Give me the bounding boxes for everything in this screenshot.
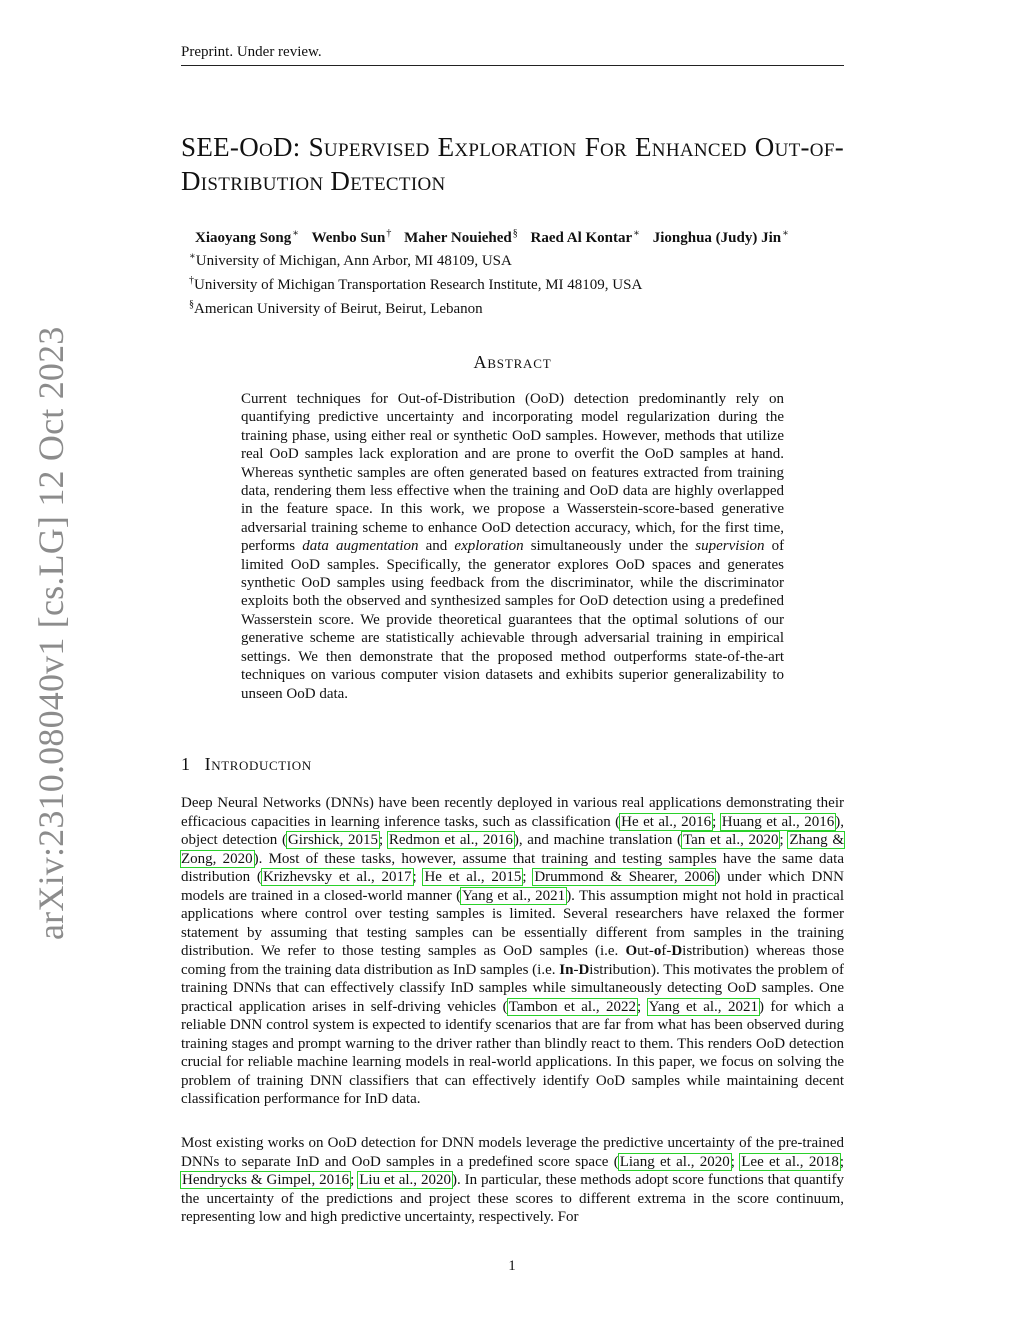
- author: Jionghua (Judy) Jin∗: [652, 228, 789, 246]
- intro-paragraph-2: Most existing works on OoD detection for DNN models leverage the predictive uncertainty of the pre-trained DNNs to separate InD and OoD samples in a predefined score space (Liang et al., 2020; Lee et al., 2018; Hendrycks & Gimpel, 2016; Liu et al., 2020). In particular, these methods adopt score functions that quantify the uncertainty of the predictions and project these scores to different extrema in the score continuum, representing low and high predictive uncertainty, respectively. For: [181, 1135, 844, 1225]
- citation-link[interactable]: He et al., 2016: [621, 813, 712, 830]
- citation-link[interactable]: Liang et al., 2020: [619, 1153, 730, 1170]
- author: Xiaoyang Song∗: [195, 228, 300, 246]
- affiliation-list: [189, 247, 642, 319]
- author: Raed Al Kontar∗: [530, 228, 640, 246]
- affiliation: †University of Michigan Transportation Research Institute, MI 48109, USA: [189, 275, 643, 293]
- citation-link[interactable]: Krizhevsky et al., 2017: [262, 869, 412, 885]
- section-heading-introduction: 1 Introduction: [181, 754, 312, 774]
- citation-link[interactable]: Zhang & Zong, 2020: [181, 832, 844, 867]
- author: Wenbo Sun†: [311, 228, 392, 246]
- abstract-heading: Abstract: [473, 352, 552, 372]
- citation-link[interactable]: Lee et al., 2018: [741, 1153, 839, 1170]
- arxiv-side-stamp: arXiv:2310.08040v1 [cs.LG] 12 Oct 2023: [31, 326, 71, 940]
- citation-link[interactable]: Yang et al., 2021: [648, 998, 758, 1015]
- running-header: Preprint. Under review.: [181, 44, 322, 60]
- citation-link[interactable]: Girshick, 2015: [287, 832, 379, 848]
- affiliation: ∗University of Michigan, Ann Arbor, MI 48109, USA: [189, 251, 512, 269]
- citation-link[interactable]: Hendrycks & Gimpel, 2016: [182, 1172, 350, 1188]
- citation-link[interactable]: Huang et al., 2016: [721, 813, 835, 830]
- paper-title: SEE-OoD: Supervised Exploration For Enhanced Out-of-Distribution Detection: [181, 132, 844, 196]
- citation-link[interactable]: Tan et al., 2020: [683, 832, 779, 848]
- citation-link[interactable]: Liu et al., 2020: [359, 1172, 451, 1188]
- author-list: [195, 228, 798, 247]
- header-divider: [181, 65, 844, 66]
- intro-paragraph-1: Deep Neural Networks (DNNs) have been recently deployed in various real applications demonstrating their efficacious capacities in learning inference tasks, such as classification (He et al., 2016; Huang et al., 2016), object detection (Girshick, 2015; Redmon et al., 2016), and machine translation (Tan et al., 2020; Zhang & Zong, 2020). Most of these tasks, however, assume that training and testing samples have the same data distribution (Krizhevsky et al., 2017; He et al., 2015; Drummond & Shearer, 2006) under which DNN models are trained in a closed-world manner (Yang et al., 2021). This assumption might not hold in practical applications where control over testing samples is limited. Several researchers have relaxed the former statement by assuming that testing samples can be essentially different from samples in the training distribution. We refer to those testing samples as OoD samples (i.e. Out-of-Distribution) whereas those coming from the training data distribution as InD samples (i.e. In-Distribution). This motivates the problem of training DNNs that can effectively classify InD samples while simultaneously detecting OoD samples. One practical application arises in self-driving vehicles (Tambon et al., 2022; Yang et al., 2021) for which a reliable DNN control system is expected to identify scenarios that are far from what has been observed during training stages and prompt warning to the driver rather than blindly react to them. This renders OoD detection crucial for reliable machine learning models in real-world applications. In this paper, we focus on solving the problem of training DNN classifiers that can effectively identify OoD samples while maintaining decent classification performance for InD data.: [181, 795, 845, 1107]
- author: Maher Nouiehed§: [404, 228, 518, 246]
- citation-link[interactable]: He et al., 2015: [424, 869, 522, 885]
- citation-link[interactable]: Yang et al., 2021: [462, 887, 566, 904]
- citation-link[interactable]: Drummond & Shearer, 2006: [534, 869, 715, 885]
- citation-link[interactable]: Tambon et al., 2022: [508, 998, 637, 1015]
- citation-link[interactable]: Redmon et al., 2016: [388, 832, 513, 848]
- affiliation: §American University of Beirut, Beirut, Lebanon: [189, 299, 483, 317]
- abstract-body: Current techniques for Out-of-Distribution (OoD) detection predominantly rely on quantifying predictive uncertainty and incorporating model regularization during the training phase, using either real or synthetic OoD samples. However, methods that utilize real OoD samples lack exploration and are prone to overfit the OoD samples at hand. Whereas synthetic samples are often generated based on features extracted from training data, rendering them less effective when the training and OoD data are highly overlapped in the feature space. In this work, we propose a Wasserstein-score-based generative adversarial training scheme to enhance OoD detection accuracy, which, for the first time, performs data augmentation and exploration simultaneously under the supervision of limited OoD samples. Specifically, the generator explores OoD spaces and generates synthetic OoD samples using feedback from the discriminator, while the discriminator exploits both the observed and synthesized samples for OoD detection using a predefined Wasserstein score. We provide theoretical guarantees that the optimal solutions of our generative scheme are statistically achievable through adversarial training in empirical settings. We then demonstrate that the proposed method outperforms state-of-the-art techniques on various computer vision datasets and exhibits superior generalizability to unseen OoD data.: [241, 391, 785, 702]
- page-number: 1: [508, 1258, 516, 1274]
